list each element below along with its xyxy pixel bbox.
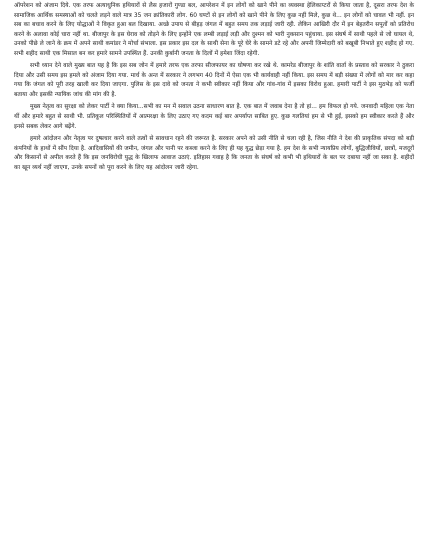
paragraph-2: सभी ध्यान देने वाले मुख्य बात यह है कि इस सब जोन में हमारे तरफ एक तरफा सीजफायर का घोषणा कर रखे थे. कामरेड बीजापुर के शांति वार्ता के प्रस्ताव को सरकार ने ठुकरा दिया और उसी समय इस हमले को अंजाम दिया गया. मार्च के अन्त में सरकार ने लगभग 40 दिनों में ऐसा एक भी कार्यवाही नहीं किया. इस समय में बड़ी संख्या में लोगों को मार कर कहा गया कि जंगल को पूरी तरह खाली कर दिया जाएगा. पुलिस के इस दावे को जनता ने कभी स्वीकार नहीं किया और गांव-गांव में इसका विरोध हुआ. हमारी पार्टी ने इस मुठभेड़ को फर्जी बताया और इसकी न्यायिक जांच की मांग की है. bbox=[14, 63, 414, 98]
paragraph-4: हमारे आंदोलन और नेतृत्व पर दुष्प्रचार करने वाले तत्वों से सावधान रहने की जरूरत है. सरकार अपने को उसी नीति से चला रही है, जिस नीति ने देश की प्राकृतिक संपदा को बड़ी कंपनियों के हाथों में सौंप दिया है. आदिवासियों की जमीन, जंगल और पानी पर कब्जा करने के लिए ही यह युद्ध छेड़ा गया है. हम देश के सभी न्यायप्रिय लोगों, बुद्धिजीवियों, छात्रों, मजदूरों और किसानों से अपील करते हैं कि इस जनविरोधी युद्ध के खिलाफ आवाज उठाएं. इतिहास गवाह है कि जनता के संघर्ष को कभी भी हथियारों के बल पर दबाया नहीं जा सका है. शहीदों का खून व्यर्थ नहीं जाएगा, उनके सपनों को पूरा करने के लिए यह आंदोलन जारी रहेगा. bbox=[14, 136, 414, 171]
paragraph-1: ऑपरेशन को अंजाम दिये. एक तरफ अत्याधुनिक हथियारों से लैस हजारों गुण्डा बल, आपरेशन में इन लोगों को खाने पीने का व्यवस्था हेलिकाप्टरों से किया जाता है, दूसरा तरफ देश के सामाजिक आर्थिक समस्याओं को चलते लड़ने वाले मात्र 35 जन क्रांतिकारी लोग. 60 घण्टों से इन लोगों को खाने पीने के लिए कुछ नहीं मिले, कुछ थे... इन लोगों को चावल भी नहीं. इन सब का बचाव करने के लिए योद्धाओं ने विकृत हुआ बल दिखाया. अच्छे उपाय से बीहड़ जंगल में बहुत समय तक लड़ाई जारी रही. लेकिन आखिरी दौर में इन बेहतरीन सपूतों को प्रतिरोध करने के अलावा कोई चारा नहीं था. बीजापुर के इस घेराव को तोड़ने के लिए इन्होंने एक लम्बी लड़ाई लड़ी और दुश्मन को भारी नुकसान पहुंचाया. इस संघर्ष में साथी पहले से जो घायल थे, उनको पीछे ले जाने के क्रम में अपने साथी कमांडर ने मोर्चा संभाला. इस प्रकार इस दल के साथी सेना के पूरे घेरे के सामने डटे रहे और अपनी जिम्मेदारी को बखूबी निभाते हुए शहीद हो गए. सभी शहीद साथी एक मिसाल बन कर हमारे सामने उपस्थित हैं. उनकी कुर्बानी जनता के दिलों में हमेशा जिंदा रहेगी. bbox=[14, 3, 414, 57]
paragraph-3: मुख्य नेतृत्व का सुरक्षा को लेकर पार्टी ने क्या किया...सभी का मन में सवाल उठना साधारण बात है. एक बात में जवाब देना है तो हां... हम विफल हो गये. जनवादी महिला एक नेता थीं और हमारे बहुत से साथी भी. प्रतिकूल परिस्थितियों में आत्मरक्षा के लिए उठाए गए कदम कई बार अपर्याप्त साबित हुए. कुछ गलतियां हम से भी हुईं, इसको हम स्वीकार करते हैं और इनसे सबक लेकर आगे बढ़ेंगे. bbox=[14, 104, 414, 130]
